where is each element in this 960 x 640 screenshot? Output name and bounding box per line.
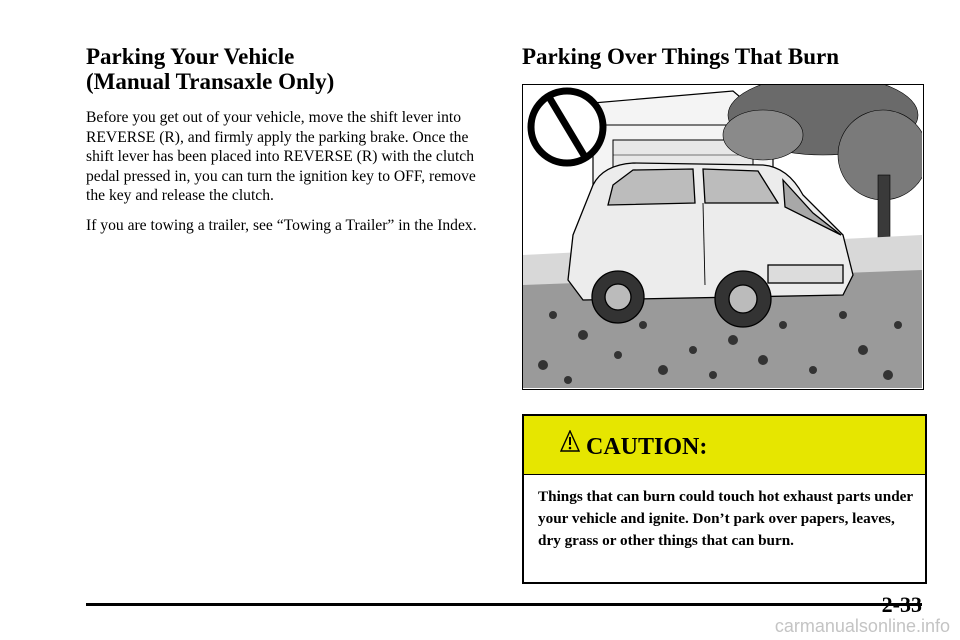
watermark: carmanualsonline.info <box>774 616 950 636</box>
warning-triangle-icon <box>560 430 580 452</box>
prohibition-sign-icon <box>531 91 603 163</box>
caution-box <box>522 414 927 584</box>
caution-text: Things that can burn could touch hot exhaust parts under your vehicle and ignite. Don’t park over papers, leaves, dry grass or other things that can burn. <box>538 488 913 549</box>
section-heading-burn: Parking Over Things That Burn <box>522 44 839 69</box>
footer-rule <box>86 603 922 606</box>
car-over-leaves-illustration <box>522 84 924 390</box>
illustration-drawing <box>523 85 922 388</box>
paragraph-shift-lever: Before you get out of your vehicle, move the shift lever into REVERSE (R), and firmly apply the parking brake. Once the shift lever has been placed into REVERSE (R) with the clutch pedal pressed in, you can turn the ignition key to OFF, remove the key and release the clutch. <box>86 109 476 205</box>
left-column <box>86 44 494 246</box>
heading-line-1: Parking Your Vehicle <box>86 44 295 69</box>
page-number: 2-33 <box>881 592 922 617</box>
paragraph-towing: If you are towing a trailer, see “Towing a Trailer” in the Index. <box>86 216 477 234</box>
section-heading-parking <box>86 44 494 94</box>
caution-header <box>524 416 925 475</box>
heading-line-2: (Manual Transaxle Only) <box>86 69 335 94</box>
caution-label: CAUTION: <box>586 434 708 460</box>
